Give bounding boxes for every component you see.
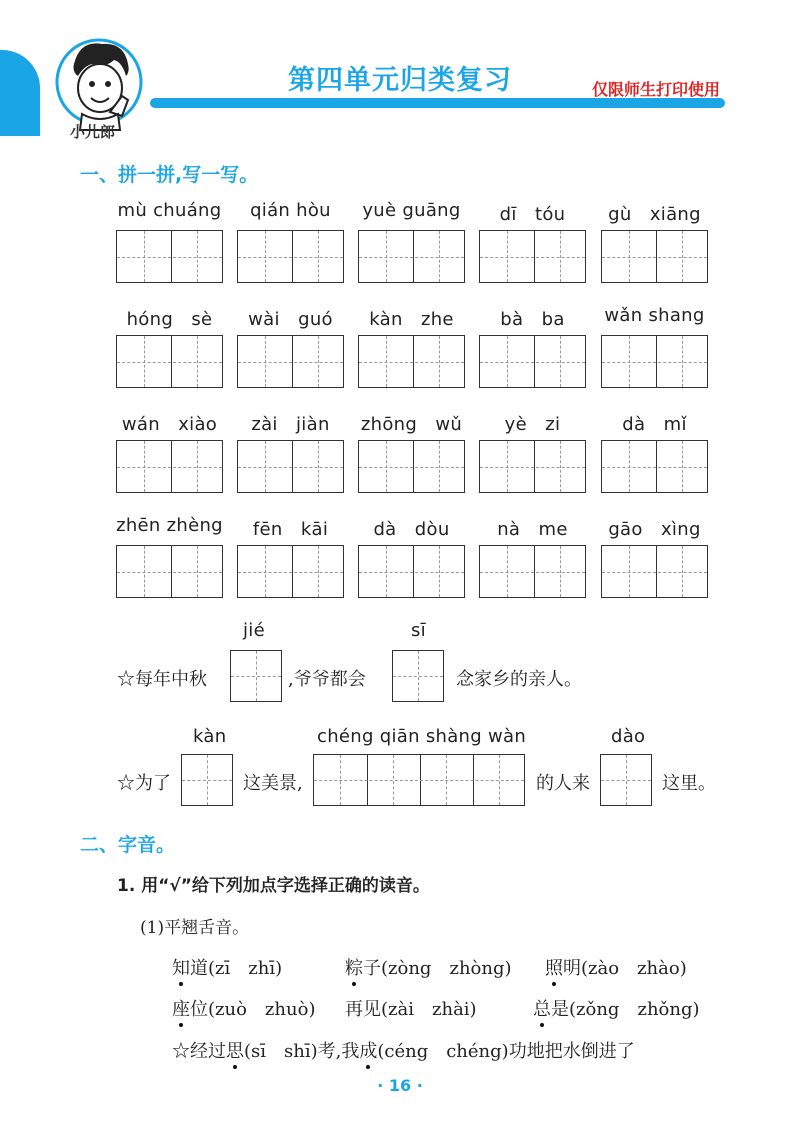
- sentence2-pinyin-c: dào: [611, 726, 646, 747]
- character-write-box[interactable]: [237, 230, 344, 283]
- character-write-box[interactable]: [479, 230, 586, 283]
- pron-item-zongzi[interactable]: 粽子(zòng zhòng): [345, 954, 512, 980]
- dotted-char: 粽: [345, 954, 363, 980]
- pron-item-zuowei[interactable]: 座位(zuò zhuò): [172, 995, 315, 1021]
- sentence2-write-box-c[interactable]: [600, 754, 652, 806]
- dotted-char: 知: [172, 954, 190, 980]
- sentence2-text-b: 这美景,: [243, 773, 303, 794]
- character-write-box[interactable]: [479, 440, 586, 493]
- sentence1-pinyin-b: sī: [411, 620, 426, 641]
- pron-item-zaijian[interactable]: 再见(zài zhài): [345, 999, 477, 1020]
- sentence2-text-a: ☆为了: [117, 773, 171, 794]
- sentence1-write-box-b[interactable]: [392, 650, 444, 702]
- sentence2-text-c: 的人来: [536, 773, 590, 794]
- pinyin-label: kàn zhe: [369, 309, 454, 330]
- character-write-box[interactable]: [601, 545, 708, 598]
- page-number: · 16 ·: [377, 1076, 423, 1095]
- pinyin-label: gāo xìng: [608, 519, 701, 540]
- sentence1-text-c: 念家乡的亲人。: [456, 669, 582, 690]
- dotted-char: 思: [226, 1037, 244, 1063]
- character-write-box[interactable]: [601, 335, 708, 388]
- pinyin-label: zhōng wǔ: [360, 414, 463, 435]
- sentence2-text-d: 这里。: [662, 773, 716, 794]
- pinyin-label: zài jiàn: [251, 414, 330, 435]
- pinyin-label: dà dòu: [373, 519, 450, 540]
- pinyin-label: gù xiāng: [608, 204, 701, 225]
- character-write-box[interactable]: [358, 545, 465, 598]
- pinyin-label: nà me: [497, 519, 568, 540]
- character-write-box[interactable]: [358, 230, 465, 283]
- subquestion1-title: (1)平翘舌音。: [140, 918, 250, 938]
- character-write-box[interactable]: [237, 545, 344, 598]
- character-write-box[interactable]: [116, 230, 223, 283]
- usage-note: 仅限师生打印使用: [592, 80, 721, 99]
- pinyin-label: yuè guāng: [362, 200, 461, 221]
- pinyin-label: dī tóu: [499, 204, 566, 225]
- sentence2-pinyin-b: chéng qiān shàng wàn: [317, 726, 527, 747]
- page-title: 第四单元归类复习: [288, 65, 512, 96]
- sentence1-pinyin-a: jié: [243, 620, 265, 641]
- pinyin-label: yè zi: [504, 414, 561, 435]
- question1-title: 1. 用“√”给下列加点字选择正确的读音。: [117, 876, 430, 896]
- dotted-char: 总: [533, 995, 551, 1021]
- character-write-box[interactable]: [116, 335, 223, 388]
- character-write-box[interactable]: [601, 440, 708, 493]
- pinyin-label: wán xiào: [121, 414, 218, 435]
- pinyin-label: wǎn shang: [604, 305, 705, 326]
- section2-title: 二、字音。: [80, 834, 176, 856]
- dotted-char: 照: [545, 954, 563, 980]
- sentence1-write-box-a[interactable]: [230, 650, 282, 702]
- sentence1-text-b: ,爷爷都会: [288, 669, 366, 690]
- dotted-char: 成: [359, 1037, 377, 1063]
- pinyin-label: fēn kāi: [252, 519, 329, 540]
- pron-sentence-line3[interactable]: ☆经过思(sī shī)考,我成(céng chéng)功地把水倒进了: [172, 1037, 635, 1063]
- character-write-box[interactable]: [601, 230, 708, 283]
- sentence1-text-a: ☆每年中秋: [117, 669, 207, 690]
- sentence2-pinyin-a: kàn: [193, 726, 227, 747]
- character-write-box[interactable]: [358, 440, 465, 493]
- character-write-box[interactable]: [479, 545, 586, 598]
- pinyin-label: qián hòu: [250, 200, 331, 221]
- pron-item-zongshi[interactable]: 总是(zǒng zhǒng): [533, 995, 700, 1021]
- character-write-box[interactable]: [479, 335, 586, 388]
- character-write-box[interactable]: [116, 545, 223, 598]
- sentence2-write-box-b[interactable]: [313, 754, 525, 806]
- pinyin-label: wài guó: [248, 309, 333, 330]
- sentence2-write-box-a[interactable]: [181, 754, 233, 806]
- header-tab: [0, 50, 40, 136]
- character-write-box[interactable]: [237, 335, 344, 388]
- pinyin-label: hóng sè: [126, 309, 213, 330]
- character-write-box[interactable]: [237, 440, 344, 493]
- pinyin-label: bà ba: [500, 309, 565, 330]
- pron-item-zhidao[interactable]: 知道(zī zhī): [172, 954, 282, 980]
- character-write-box[interactable]: [358, 335, 465, 388]
- pinyin-label: zhēn zhèng: [116, 515, 223, 536]
- mascot-label: 小儿郎: [70, 123, 116, 141]
- pinyin-label: mù chuáng: [117, 200, 222, 221]
- character-write-box[interactable]: [116, 440, 223, 493]
- dotted-char: 座: [172, 995, 190, 1021]
- pinyin-label: dà mǐ: [622, 414, 687, 435]
- pron-item-zhaoming[interactable]: 照明(zào zhào): [545, 954, 687, 980]
- section1-title: 一、拼一拼,写一写。: [80, 164, 259, 186]
